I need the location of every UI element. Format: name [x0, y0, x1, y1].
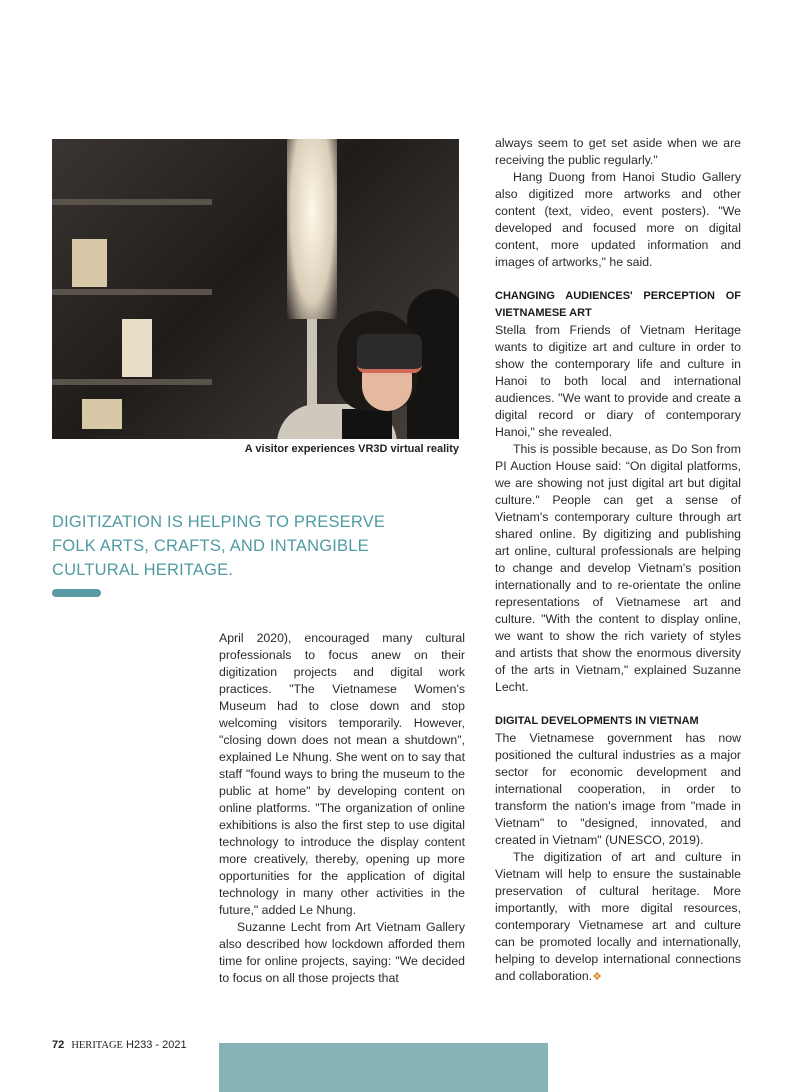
paragraph: April 2020), encouraged many cultural professionals to focus anew on their digitization projects and digital work practices. "The Vietnamese Women's Museum had to close down and stop welcoming visitors temporarily. However, "closing down does not mean a shutdown", explained Le Nhung. She went on to say that staff "found ways to bring the museum to the public at home" by developing content on online platforms. "The organization of online exhibitions is also the first step to use digital technology to introduce the display content more creatively, thereby, opening up more opportunities for the application of digital technology in many other activities in the future," added Le Nhung.	[219, 631, 465, 917]
section-heading: CHANGING AUDIENCES' PERCEPTION OF VIETNAMESE ART	[495, 290, 741, 319]
paragraph: Suzanne Lecht from Art Vietnam Gallery also described how lockdown afforded them time for online projects, saying: "We decided to focus on all those projects that	[219, 920, 465, 985]
issue-number: H233 - 2021	[126, 1039, 187, 1051]
pull-quote	[52, 510, 392, 582]
vr-visitor-photo	[52, 139, 459, 439]
page-footer	[52, 1039, 187, 1051]
photo-caption: A visitor experiences VR3D virtual reality	[244, 443, 459, 455]
magazine-name: HERITAGE	[71, 1040, 123, 1051]
pull-quote-line: CULTURAL HERITAGE.	[52, 561, 234, 579]
section-heading: DIGITAL DEVELOPMENTS IN VIETNAM	[495, 715, 699, 727]
pull-quote-line: FOLK ARTS, CRAFTS, AND INTANGIBLE	[52, 537, 369, 555]
footer-color-block	[219, 1043, 548, 1092]
end-mark-icon: ❖	[592, 971, 602, 983]
paragraph: Stella from Friends of Vietnam Heritage wants to digitize art and culture in order to show the contemporary life and culture in Hanoi to both local and international audiences. "We want to provide and create a digital record or diary of contemporary Hanoi," she revealed.	[495, 323, 741, 439]
page-number: 72	[52, 1039, 65, 1051]
paragraph-text: The digitization of art and culture in Vietnam will help to ensure the sustainable preservation of cultural heritage. More importantly, with more digital resources, contemporary Vietnamese art and culture can be promoted locally and internationally, helping to develop international connections and collaboration.	[495, 850, 741, 983]
paragraph: This is possible because, as Do Son from PI Auction House said: “On digital platforms, we are showing not just digital art but digital culture." People can get a sense of Vietnam's contemporary culture through art shared online. By digitizing and publishing art online, cultural professionals are helping to change and develop Vietnam's position internationally and to re-orientate the online representations of Vietnamese art and culture. "With the content to display online, we want to show the rich variety of styles and artists that show the enormous diversity of the arts in Vietnam," explained Suzanne Lecht.	[495, 442, 741, 694]
article-column-middle	[219, 630, 465, 987]
paragraph: always seem to get set aside when we are receiving the public regularly."	[495, 136, 741, 167]
paragraph: The Vietnamese government has now positioned the cultural industries as a major sector for economic development and international cooperation, in order to transform the nation's image from "made in Vietnam" to "designed, innovated, and created in Vietnam" (UNESCO, 2019).	[495, 731, 741, 847]
paragraph	[495, 849, 741, 986]
pull-quote-line: DIGITIZATION IS HELPING TO PRESERVE	[52, 513, 386, 531]
article-column-right	[495, 135, 741, 986]
pull-quote-accent-bar	[52, 589, 101, 597]
paragraph: Hang Duong from Hanoi Studio Gallery also digitized more artworks and other content (text, video, event posters). "We developed and focused more on digital content, more updated information and images of artworks," he said.	[495, 170, 741, 269]
